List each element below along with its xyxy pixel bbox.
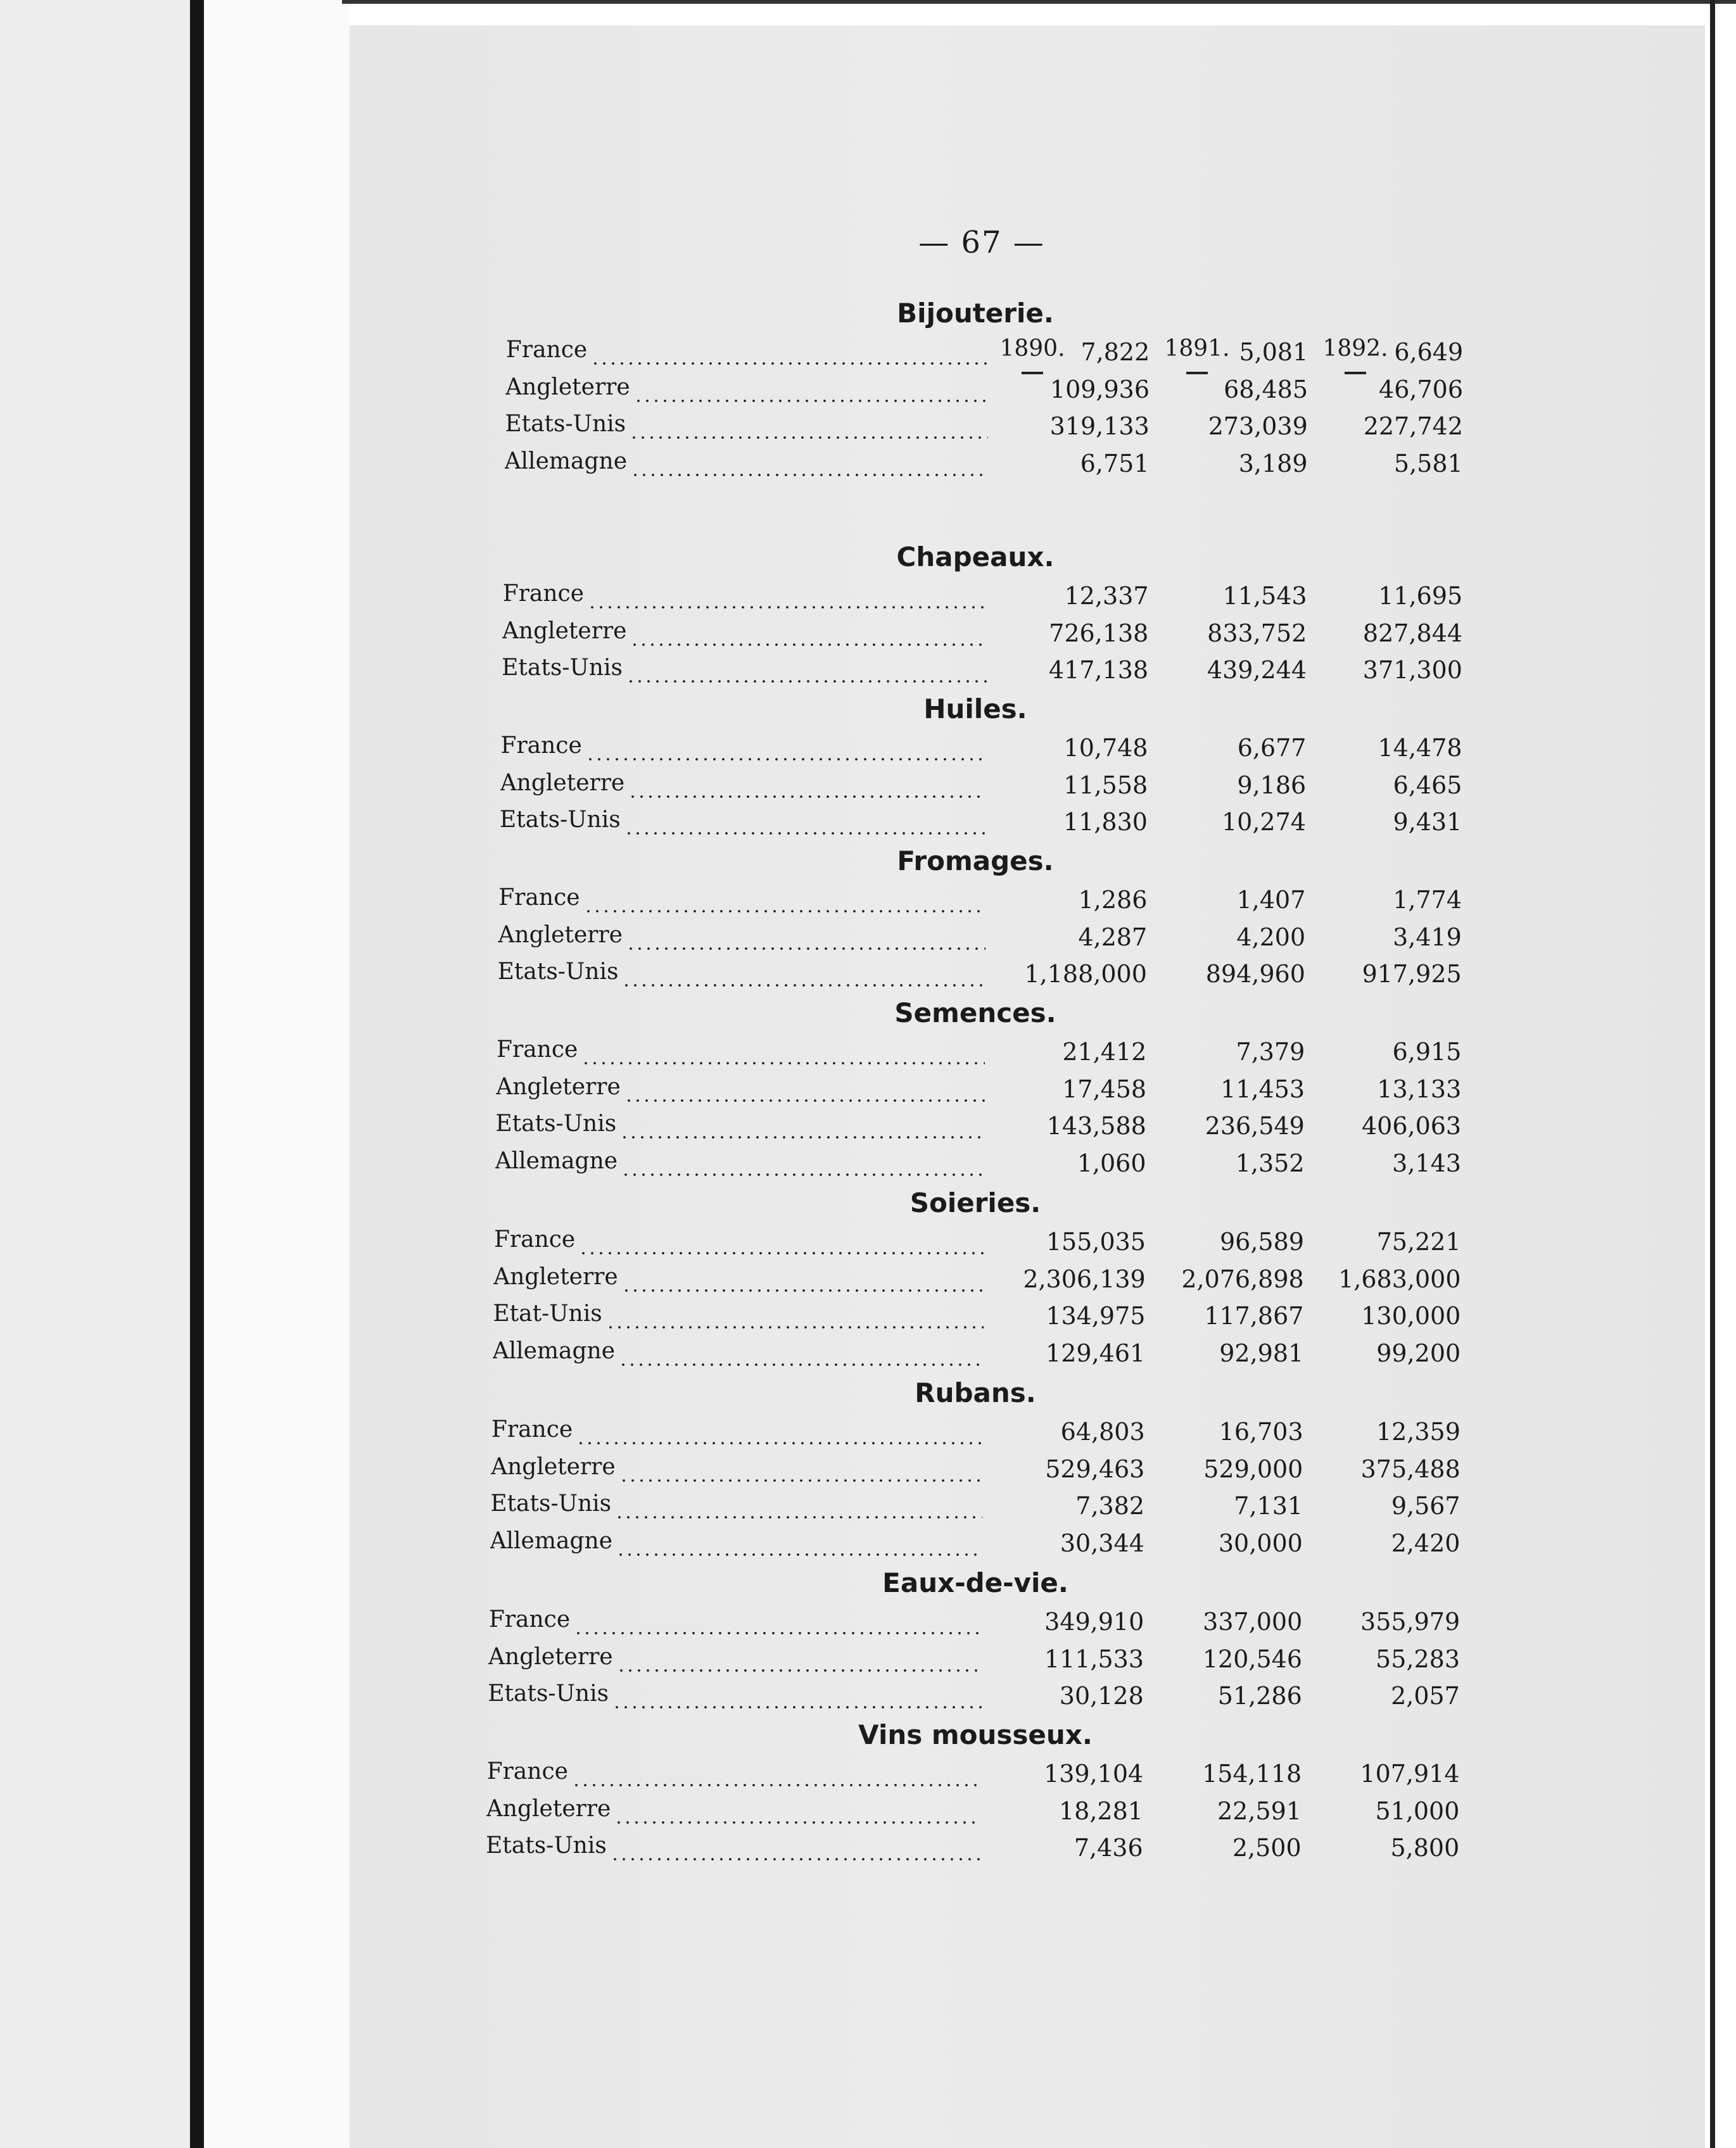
value-cell-1890: 18,281 [1058,1797,1143,1825]
value-cell-1890: 7,436 [1074,1834,1143,1862]
value-cell-1891: 11,543 [1222,582,1307,610]
table-row [0,1148,1736,1184]
dot-leader [591,362,988,365]
country-cell [486,1833,980,1868]
country-cell [505,374,988,410]
country-cell [491,1417,983,1452]
value-cell-1891: 337,000 [1203,1608,1303,1636]
value-cell-1892: 11,695 [1378,582,1463,610]
value-cell-1891: 120,546 [1202,1645,1303,1673]
country-name: Angleterre [488,1643,613,1670]
value-cell-1891: 2,076,898 [1181,1265,1304,1293]
dot-leader [586,758,986,761]
value-cell-1892: 917,925 [1362,960,1462,988]
section-title: Bijouterie. [897,298,1054,329]
country-name: France [498,885,580,911]
value-cell-1892: 130,000 [1361,1302,1461,1330]
value-cell-1891: 68,485 [1224,375,1308,403]
dot-leader [621,1173,984,1176]
country-name: Angleterre [496,1073,621,1100]
value-cell-1892: 107,914 [1360,1760,1460,1788]
dot-leader [606,1326,984,1329]
dot-leader [584,910,985,913]
value-cell-1890: 726,138 [1049,619,1149,647]
dot-leader [619,1479,983,1482]
country-cell [502,655,987,690]
table-row [0,1074,1736,1109]
year-label: 1890. [999,336,1065,362]
value-cell-1890: 30,128 [1059,1682,1144,1710]
value-cell-1890: 319,133 [1049,412,1150,440]
value-cell-1890: 417,138 [1048,656,1149,684]
value-cell-1890: 139,104 [1044,1760,1144,1788]
table-row [0,770,1736,806]
country-cell [489,1607,982,1642]
value-cell-1890: 10,748 [1063,734,1148,762]
value-cell-1890: 349,910 [1044,1608,1144,1636]
value-cell-1891: 92,981 [1219,1339,1304,1367]
table-row [0,581,1736,616]
country-name: Angleterre [500,769,625,796]
dot-leader [579,1252,984,1254]
country-name: Angleterre [502,617,627,644]
table-row [0,618,1736,654]
country-cell [493,1301,983,1336]
value-cell-1891: 96,589 [1220,1228,1304,1256]
value-cell-1891: 154,118 [1202,1760,1302,1788]
dot-leader [634,400,988,402]
country-name: Allemagne [492,1337,616,1364]
value-cell-1890: 11,830 [1063,808,1148,836]
value-cell-1890: 7,822 [1080,338,1150,366]
value-cell-1890: 155,035 [1046,1228,1146,1256]
dot-leader [614,1821,980,1824]
dot-leader [626,947,985,950]
table-row [0,733,1736,768]
country-cell [497,1037,985,1072]
table-row [0,1759,1736,1794]
country-cell [500,807,986,842]
country-name: Angleterre [486,1795,611,1822]
value-cell-1891: 236,549 [1205,1112,1305,1140]
country-name: Angleterre [493,1263,618,1290]
table-row [0,1644,1736,1679]
country-cell [498,959,985,994]
dot-leader [616,1553,982,1556]
table-row [0,1037,1736,1072]
value-cell-1892: 3,419 [1393,923,1462,951]
table-row [0,1417,1736,1452]
table-row [0,337,1736,372]
table-row [0,1454,1736,1489]
country-name: Angleterre [491,1453,616,1480]
table-row [0,411,1736,446]
value-cell-1890: 4,287 [1078,923,1148,951]
table-row [0,1227,1736,1262]
value-cell-1890: 21,412 [1062,1038,1147,1066]
value-cell-1892: 5,581 [1393,449,1463,477]
table-row [0,655,1736,690]
value-cell-1891: 117,867 [1204,1302,1304,1330]
value-cell-1890: 1,060 [1077,1149,1146,1177]
value-cell-1891: 6,677 [1237,734,1307,762]
section-title: Fromages. [897,845,1054,876]
country-name: Etats-Unis [495,1111,617,1137]
scan-top-edge [342,0,1736,4]
country-cell [503,581,987,616]
country-name: Allemagne [504,448,628,474]
country-name: France [500,733,582,759]
country-cell [488,1681,981,1716]
dot-leader [622,984,985,987]
year-label: 1891. [1164,336,1230,362]
value-cell-1890: 111,533 [1044,1645,1144,1673]
country-cell [494,1227,984,1262]
country-cell [487,1759,982,1794]
value-cell-1891: 7,131 [1234,1492,1303,1520]
value-cell-1892: 375,488 [1360,1455,1460,1483]
value-cell-1892: 1,683,000 [1338,1265,1461,1293]
country-name: Etats-Unis [502,655,623,681]
dot-leader [617,1669,982,1672]
value-cell-1892: 2,420 [1391,1529,1460,1557]
value-cell-1890: 11,558 [1063,771,1148,799]
table-row [0,1264,1736,1299]
value-cell-1890: 143,588 [1046,1112,1146,1140]
value-cell-1892: 12,359 [1376,1418,1460,1446]
dot-leader [624,832,986,835]
country-name: Etat-Unis [493,1301,602,1327]
page-number: — 67 — [918,225,1045,260]
value-cell-1891: 439,244 [1207,656,1307,684]
country-name: France [497,1037,578,1063]
dot-leader [615,1516,982,1519]
value-cell-1890: 7,382 [1075,1492,1145,1520]
value-cell-1891: 833,752 [1207,619,1307,647]
value-cell-1890: 529,463 [1045,1455,1145,1483]
value-cell-1891: 273,039 [1208,412,1308,440]
value-cell-1890: 134,975 [1046,1302,1146,1330]
value-cell-1892: 51,000 [1375,1797,1460,1825]
dot-leader [624,1099,985,1102]
value-cell-1892: 99,200 [1376,1339,1461,1367]
table-row [0,959,1736,994]
value-cell-1891: 16,703 [1219,1418,1303,1446]
dot-leader [588,606,987,609]
dot-leader [630,436,988,439]
value-cell-1892: 371,300 [1362,656,1462,684]
value-cell-1891: 2,500 [1232,1834,1302,1862]
value-cell-1892: 9,567 [1391,1492,1460,1520]
country-name: France [505,337,588,363]
value-cell-1891: 3,189 [1238,449,1308,477]
value-cell-1892: 5,800 [1390,1834,1460,1862]
country-cell [502,618,987,654]
country-cell [490,1528,982,1564]
value-cell-1892: 227,742 [1363,412,1463,440]
dot-leader [572,1784,981,1786]
table-row [0,1607,1736,1642]
value-cell-1891: 10,274 [1221,808,1306,836]
table-row [0,1796,1736,1831]
dot-leader [619,1363,983,1366]
section-title: Vins mousseux. [858,1719,1093,1750]
country-cell [493,1264,984,1299]
dot-leader [576,1442,983,1444]
value-cell-1890: 30,344 [1060,1529,1144,1557]
dot-leader [581,1062,985,1065]
value-cell-1890: 12,337 [1064,582,1149,610]
dot-leader [631,474,987,476]
value-cell-1891: 1,407 [1236,886,1306,914]
value-cell-1892: 1,774 [1393,886,1462,914]
value-cell-1891: 11,453 [1220,1075,1305,1103]
dot-leader [628,795,986,798]
country-name: France [493,1227,576,1253]
table-row [0,1833,1736,1868]
section-title: Rubans. [915,1377,1036,1408]
value-cell-1890: 2,306,139 [1023,1265,1146,1293]
dot-leader [620,1136,984,1139]
value-cell-1890: 129,461 [1046,1339,1146,1367]
value-cell-1892: 6,465 [1393,771,1462,799]
dot-leader [622,1289,984,1292]
country-name: Etats-Unis [486,1833,607,1859]
value-cell-1890: 1,286 [1078,886,1148,914]
country-name: Allemagne [490,1527,612,1554]
section-title: Chapeaux. [896,541,1055,572]
country-name: Etats-Unis [488,1681,609,1707]
value-cell-1892: 6,649 [1394,338,1464,366]
country-cell [506,337,988,372]
value-cell-1892: 13,133 [1377,1075,1462,1103]
value-cell-1890: 64,803 [1060,1418,1145,1446]
country-name: Allemagne [495,1147,618,1174]
value-cell-1891: 4,200 [1236,923,1306,951]
country-name: France [486,1759,568,1785]
country-name: Angleterre [505,374,630,400]
country-cell [486,1796,981,1831]
value-cell-1891: 1,352 [1235,1149,1305,1177]
section-title: Semences. [894,997,1056,1028]
value-cell-1890: 1,188,000 [1024,960,1147,988]
country-cell [491,1454,982,1489]
value-cell-1892: 827,844 [1362,619,1463,647]
country-name: France [491,1417,573,1443]
value-cell-1890: 6,751 [1080,449,1150,477]
dot-leader [574,1632,982,1634]
table-row [0,448,1736,484]
section-title: Soieries. [909,1187,1041,1218]
table-row [0,1491,1736,1526]
country-cell [498,885,985,920]
table-row [0,1111,1736,1146]
value-cell-1891: 30,000 [1218,1529,1303,1557]
value-cell-1891: 894,960 [1205,960,1305,988]
country-cell [490,1491,982,1526]
country-cell [493,1338,984,1374]
value-cell-1891: 529,000 [1203,1455,1303,1483]
table-row [0,1528,1736,1564]
value-cell-1892: 9,431 [1393,808,1462,836]
country-cell [488,1644,982,1679]
value-cell-1890: 17,458 [1062,1075,1147,1103]
country-cell [505,448,988,484]
value-cell-1892: 406,063 [1361,1112,1462,1140]
year-label: 1892. [1322,336,1388,362]
country-name: Etats-Unis [505,411,626,437]
table-row [0,1681,1736,1716]
dot-leader [611,1858,981,1861]
table-row [0,807,1736,842]
dot-leader [612,1706,982,1709]
country-cell [500,770,986,806]
value-cell-1892: 75,221 [1376,1228,1461,1256]
table-row [0,922,1736,957]
country-name: Etats-Unis [497,959,619,985]
value-cell-1890: 109,936 [1049,375,1150,403]
country-cell [500,733,986,768]
value-cell-1892: 355,979 [1360,1608,1460,1636]
value-cell-1892: 2,057 [1391,1682,1460,1710]
country-cell [495,1111,984,1146]
section-title: Huiles. [923,693,1027,724]
table-row [0,1301,1736,1336]
dot-leader [626,680,987,683]
value-cell-1891: 9,186 [1237,771,1307,799]
value-cell-1892: 55,283 [1376,1645,1460,1673]
value-cell-1891: 51,286 [1217,1682,1302,1710]
country-cell [498,922,985,957]
country-name: France [502,581,585,607]
country-name: Etats-Unis [490,1491,612,1517]
value-cell-1891: 22,591 [1217,1797,1302,1825]
dot-leader [630,643,987,646]
country-cell [505,411,987,446]
country-cell [495,1148,984,1184]
country-name: France [488,1607,571,1633]
value-cell-1892: 14,478 [1378,734,1462,762]
country-cell [496,1074,984,1109]
value-cell-1892: 46,706 [1379,375,1464,403]
value-cell-1892: 6,915 [1392,1038,1462,1066]
value-cell-1891: 5,081 [1239,338,1308,366]
table-row [0,1338,1736,1374]
country-name: Etats-Unis [499,807,621,833]
section-title: Eaux-de-vie. [882,1567,1068,1598]
country-name: Angleterre [498,921,623,948]
value-cell-1891: 7,379 [1236,1038,1305,1066]
table-row [0,374,1736,410]
value-cell-1892: 3,143 [1392,1149,1461,1177]
table-row [0,885,1736,920]
